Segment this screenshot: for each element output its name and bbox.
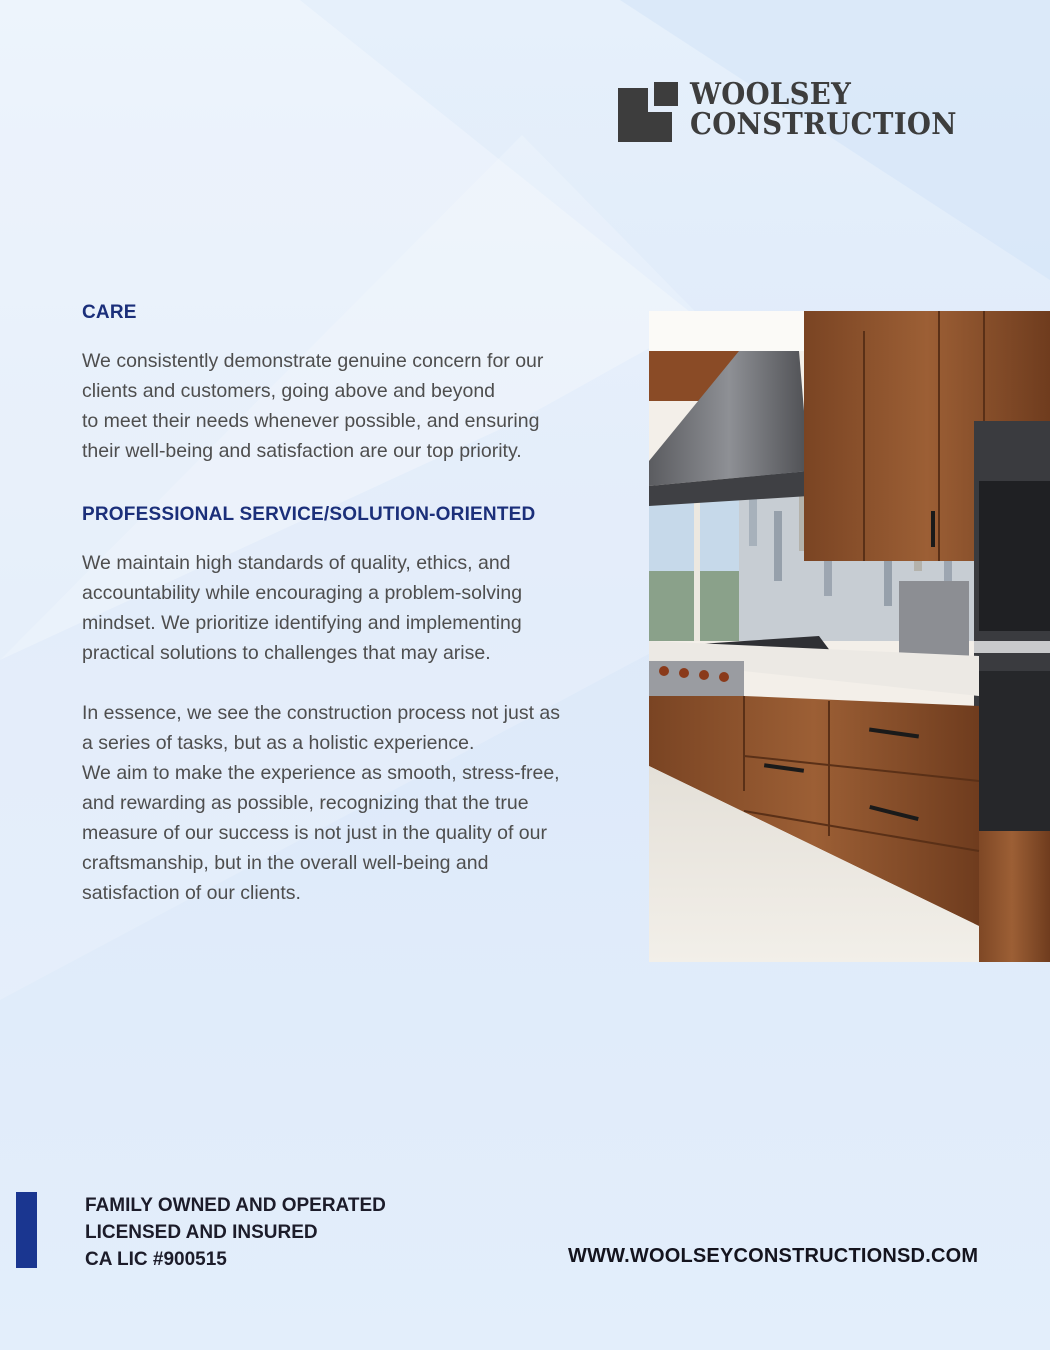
text-line: clients and customers, going above and beyond xyxy=(82,380,496,402)
text-line: satisfaction of our clients. xyxy=(82,882,301,904)
kitchen-photo xyxy=(649,311,1050,962)
footer-line-license-number: CA LIC #900515 xyxy=(85,1249,227,1270)
logo-wordmark xyxy=(690,77,980,142)
text-line: measure of our success is not just in the quality of our xyxy=(82,822,547,844)
closing-paragraph xyxy=(82,698,627,908)
footer-line-licensed: LICENSED AND INSURED xyxy=(85,1222,318,1243)
section-heading-care: CARE xyxy=(82,302,137,323)
kitchen-photo-illustration xyxy=(649,311,1050,962)
text-line: practical solutions to challenges that may arise. xyxy=(82,642,491,664)
text-line: to meet their needs whenever possible, and ensuring xyxy=(82,410,540,432)
text-line: and rewarding as possible, recognizing that the true xyxy=(82,792,529,814)
logo-line-2: CONSTRUCTION xyxy=(690,107,957,142)
text-line: We aim to make the experience as smooth, stress-free, xyxy=(82,762,560,784)
text-line: a series of tasks, but as a holistic experience. xyxy=(82,732,475,754)
logo-line-1: WOOLSEY xyxy=(690,77,852,112)
text-line: their well-being and satisfaction are our top priority. xyxy=(82,440,522,462)
company-logo xyxy=(618,77,978,144)
footer-line-family-owned: FAMILY OWNED AND OPERATED xyxy=(85,1195,386,1216)
text-line: accountability while encouraging a problem-solving xyxy=(82,582,523,604)
text-line: mindset. We prioritize identifying and implementing xyxy=(82,612,522,634)
footer-credentials xyxy=(85,1192,386,1273)
section-heading-professional-service: PROFESSIONAL SERVICE/SOLUTION-ORIENTED xyxy=(82,504,536,525)
text-line: We consistently demonstrate genuine concern for our xyxy=(82,350,544,372)
logo-mark-icon xyxy=(618,82,678,142)
text-line: In essence, we see the construction process not just as xyxy=(82,702,561,724)
care-paragraph xyxy=(82,346,627,466)
values-content xyxy=(82,302,627,908)
text-line: We maintain high standards of quality, ethics, and xyxy=(82,552,511,574)
professional-service-paragraph xyxy=(82,548,627,668)
footer-accent-bar xyxy=(16,1192,37,1268)
website-link[interactable]: WWW.WOOLSEYCONSTRUCTIONSD.COM xyxy=(568,1245,979,1267)
text-line: craftsmanship, but in the overall well-being and xyxy=(82,852,489,874)
